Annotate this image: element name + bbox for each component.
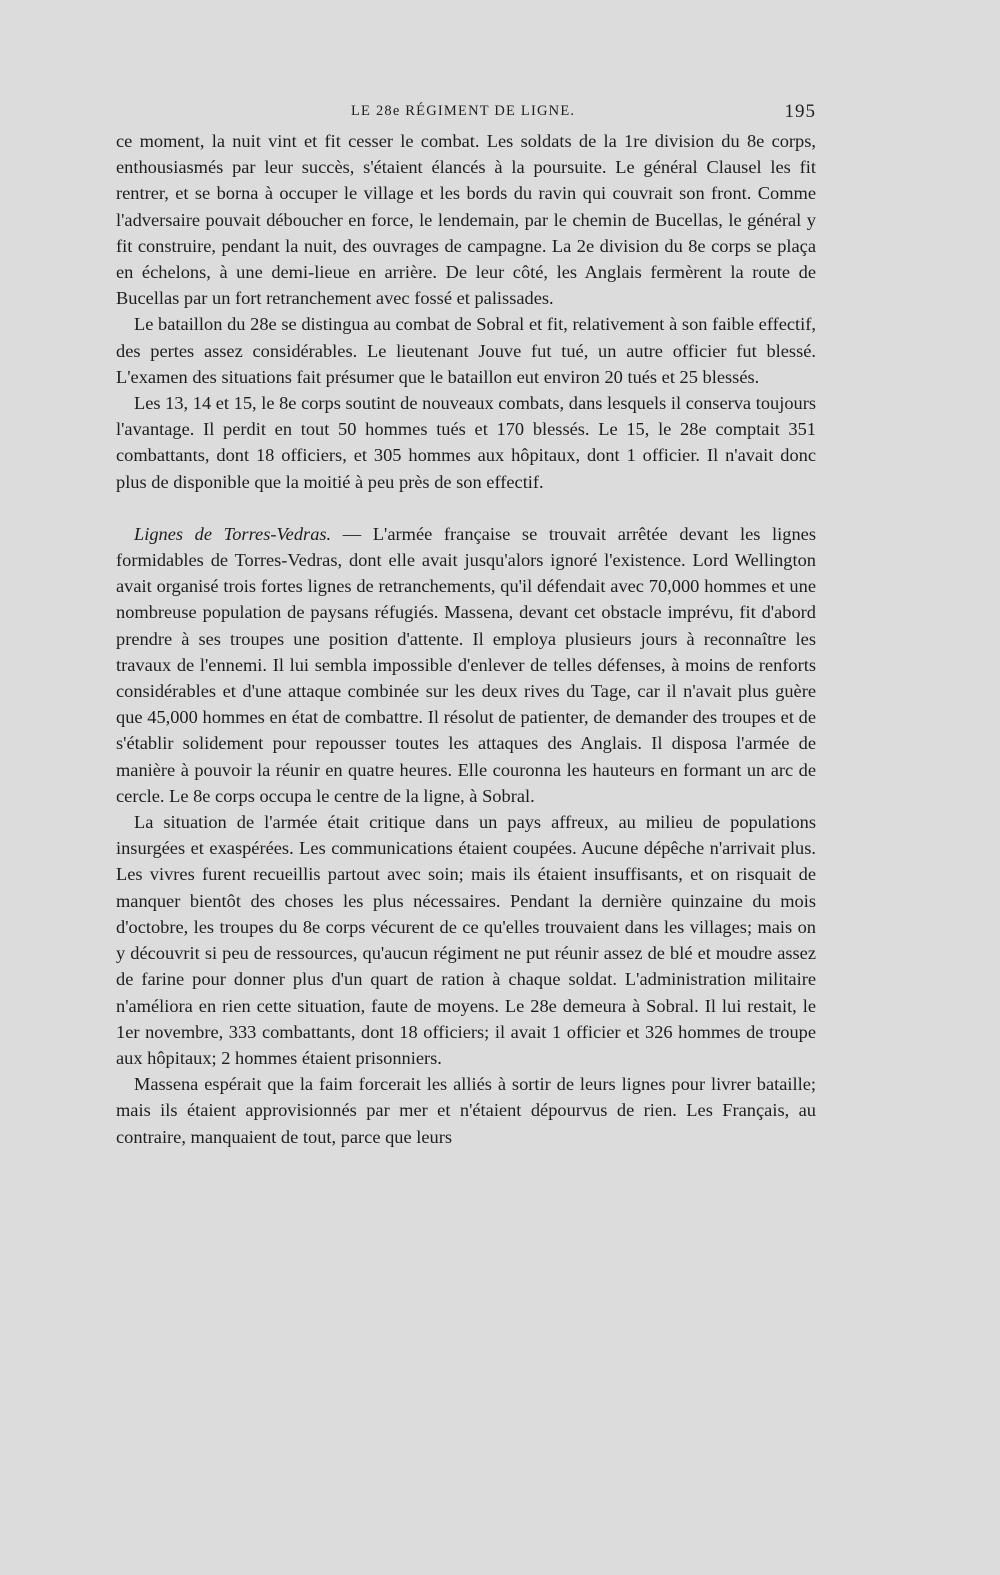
paragraph-text: Les 13, 14 et 15, le 8e corps soutint de nouveaux combats, dans lesquels il conserva toujours l'avantage. Il perdit en tout 50 hommes tués et 170 blessés. Le 15, le 28e comptait 351 combattants, dont 18 officiers, et 305 hommes aux hôpitaux, dont 1 officier. Il n'avait donc plus de disponible que la moitié à peu près de son effectif. — [116, 393, 816, 492]
paragraph-text: — L'armée française se trouvait arrêtée devant les lignes formidables de Torres-Vedras, dont elle avait jusqu'alors ignoré l'existence. Lord Wellington avait organisé trois fortes lignes de retranchements, qu'il défendait avec 70,000 hommes et une nombreuse population de paysans réfugiés. Massena, devant cet obstacle imprévu, fit d'abord prendre à ses troupes une position d'attente. Il employa plusieurs jours à reconnaître les travaux de l'ennemi. Il lui sembla impossible d'enlever de telles défenses, à moins de renforts considérables et d'une attaque combinée sur les deux rives du Tage, car il n'avait plus guère que 45,000 hommes en état de combattre. Il résolut de patienter, de demander des troupes et de s'établir solidement pour repousser toutes les attaques des Anglais. Il disposa l'armée de manière à pouvoir la réunir en quatre heures. Elle couronna les hauteurs en formant un arc de cercle. Le 8e corps occupa le centre de la ligne, à Sobral. — [116, 523, 816, 806]
paragraph-bataillon-sobral — [116, 311, 816, 390]
paragraph-text: ce moment, la nuit vint et fit cesser le combat. Les soldats de la 1re division du 8e corps, enthousiasmés par leur succès, s'étaient élancés à la poursuite. Le général Clausel les fit rentrer, et se borna à occuper le village et les bords du ravin qui couvrait son front. Comme l'adversaire pouvait déboucher en force, le lendemain, par le chemin de Bucellas, le général y fit construire, pendant la nuit, des ouvrages de campagne. La 2e division du 8e corps se plaça en échelons, à une demi-lieue en arrière. De leur côté, les Anglais fermèrent la route de Bucellas par un fort retranchement avec fossé et palissades. — [116, 131, 816, 309]
paragraph-continuation — [116, 128, 816, 311]
paragraph-text: La situation de l'armée était critique dans un pays affreux, au milieu de populations insurgées et exaspérées. Les communications étaient coupées. Aucune dépêche n'arrivait plus. Les vivres furent recueillis partout avec soin; mais ils étaient insuffisants, et on risquait de manquer bientôt des choses les plus nécessaires. Pendant la dernière quinzaine du mois d'octobre, les troupes du 8e corps vécurent de ce qu'elles trouvaient dans les villages; mais on y découvrit si peu de ressources, qu'aucun régiment ne put réunir assez de blé et moudre assez de farine pour donner plus d'un quart de ration à chaque soldat. L'administration militaire n'améliora en rien cette situation, faute de moyens. Le 28e demeura à Sobral. Il lui restait, le 1er novembre, 333 combattants, dont 18 officiers; il avait 1 officier et 326 hommes de troupe aux hôpitaux; 2 hommes étaient prisonniers. — [116, 812, 816, 1068]
paragraph-torres-vedras — [116, 521, 816, 809]
running-title: LE 28e RÉGIMENT DE LIGNE. — [351, 103, 576, 119]
running-head — [116, 103, 816, 127]
section-title: Lignes de Torres-Vedras. — [134, 523, 332, 544]
text-body — [116, 128, 816, 1150]
paragraph-massena-esperait — [116, 1071, 816, 1150]
paragraph-text: Le bataillon du 28e se distingua au combat de Sobral et fit, relativement à son faible effectif, des pertes assez considérables. Le lieutenant Jouve fut tué, un autre officier fut blessé. L'examen des situations fait présumer que le bataillon eut environ 20 tués et 25 blessés. — [116, 314, 816, 387]
paragraph-text: Massena espérait que la faim forcerait les alliés à sortir de leurs lignes pour livrer bataille; mais ils étaient approvisionnés par mer et n'étaient dépourvus de rien. Les Français, au contraire, manquaient de tout, parce que leurs — [116, 1074, 816, 1147]
page-number: 195 — [784, 101, 816, 122]
paragraph-combats-13-15 — [116, 390, 816, 495]
paragraph-situation-armee — [116, 809, 816, 1071]
